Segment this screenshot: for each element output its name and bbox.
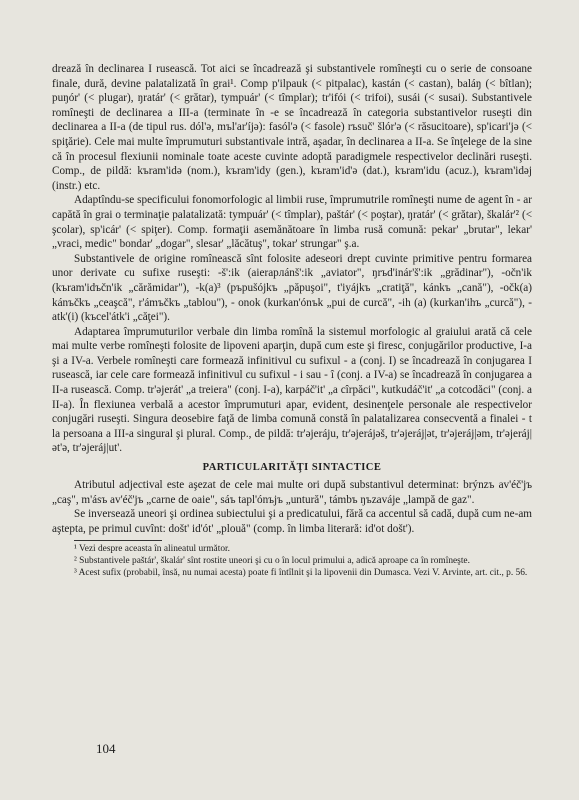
paragraph: Se inversează uneori şi ordinea subiectului şi a predicatului, fără ca accentul să cadă, după cum ne-am aştepta, pe primul cuvînt: došt' id'ót' „plouă" (comp. în limba literară: id'ot došt'). [52, 508, 532, 535]
footnotes [52, 544, 532, 579]
paragraph: Atributul adjectival este aşezat de cele mai multe ori după substantivul determinat: brýnzъ av'éč'jъ „caş", m'ásъ av'éč'jъ „carne de oaie", sáъ tapl'ónъjъ „untură", támbъ ŋъzaváje „lampă de gaz". [52, 479, 532, 506]
page-number: 104 [96, 741, 116, 756]
footnote: ³ Acest sufix (probabil, însă, nu numai acesta) poate fi întîlnit şi la lipovenii din Dumasca. Vezi V. Arvinte, art. cit., p. 56. [74, 567, 528, 578]
footnote-divider [74, 540, 162, 541]
footnote: ¹ Vezi despre aceasta în alineatul următor. [74, 544, 230, 555]
paragraph: Adaptarea împrumuturilor verbale din limba romînă la sistemul morfologic al graiului arată că cele mai multe verbe romîneşti folosite de lipoveni aparţin, după cum este şi firesc, conjugărilor productive, I-a şi a IV-a. Verbele romîneşti care formează infinitivul cu sufixul - a (conj. I) se încadrează în conjugarea I rusească, iar cele care formează infinitivul cu sufixul - i sau - î (conj. a IV-a) se încadrează în conjugarea a II-a rusească. Comp. tr'əjerát' „a treiera" (conj. I-a), karpáč'it' „a cîrpăci", kutkudáč'it' „a cotcodăci" (conj. a II-a). În flexiunea verbală a acestor împrumuturi apar, evident, desinenţele personale ale respectivelor conjugări ruseşti. Singura deosebire faţă de limba comună constă în palatalizarea consecventă a finalei - t la persoana a III-a singural şi plural. Comp., de pildă: tr'əjeráju, tr'əjerájəš, tr'əjeráj|ət, tr'əjeráj|əm, tr'əjeráj|ət'ə, tr'əjeráj|ut'. [52, 325, 532, 455]
paragraph: Adaptîndu-se specificului fonomorfologic al limbii ruse, împrumutrile romîneşti nume de agent în - ar capătă în grai o terminaţie palatalizată: tympuár' (< tîmplar), paštár' (< poştar), ŋratár' (< grătar), škalár'² (< şcolar), sp'icár' (< spiţer). Comp. formaţii asemănătoare în limba rusă comună: pekar' „brutar", lekar' „vraci, medic" bondar' „dogar", slesar' „lăcătuş", tokar' strungar" ş.a. [52, 194, 532, 251]
paragraph: Substantivele de origine romînească sînt folosite adeseori drept cuvinte primitive pentru formarea unor derivate cu sufixe ruseşti: -š':ik (aierapлánš':ik „aviator", ŋrъd'inár'š':ik „grădinar"), -očn'ik (kъram'idъčn'ik „cărămidar"), -k(a)³ (pъpušójkъ „păpuşoi", t'iyájkъ „cratiţă", kánkъ „cană"), -očk(a) kánъčkъ „ceaşcă", r'ámъčkъ „tablou"), - onok (kurkan'ónъk „pui de curcă", -ih (a) (kurkan'ihъ „curcă"), - atk'(i) (kъcel'átk'i „căţei"). [52, 252, 532, 324]
main-text [52, 62, 532, 536]
footnote: ² Substantivele paštár', škalár' sînt rostite uneori şi cu o în locul primului a, adică aproape ca în romîneşte. [74, 556, 470, 566]
section-heading: PARTICULARITĂŢI SINTACTICE [202, 462, 382, 474]
paragraph: drează în declinarea I rusească. Tot aici se încadrează şi substantivele romîneşti cu o serie de consoane finale, dură, devine palatalizată în grai¹. Comp p'ilpauk (< pitpalac), kastán (< castan), baláŋ (< bîtlan); puŋór' (< plugar), ŋratár' (< grătar), tympuár' (< tîmplar); tr'ifói (< trifoi), susái (< susai). Substantivele romîneşti de declinarea a III-a (terminate în -e se încadrează în categoria substantivelor ruseşti din declinarea a II-a (de tipul rus. dól'ə, mъl'ar'íjə): fasól'ə (< fasole) rъsuč' šlór'ə (< răsucitoare), sp'icari'jə (< spiţărie). Cele mai multe împrumuturi substantivale intră, aşadar, în declinarea a II-a. Se înţelege de la sine că în procesul flexiunii nominale toate aceste cuvinte adoptă paradigmele respectivelor declinări ruseşti. Comp., de pildă: kъram'idə (nom.), kъram'idy (gen.), kъram'id'ə (dat.), kъram'idu (acuz.), kъram'idəj (instr.) etc. [52, 63, 532, 192]
